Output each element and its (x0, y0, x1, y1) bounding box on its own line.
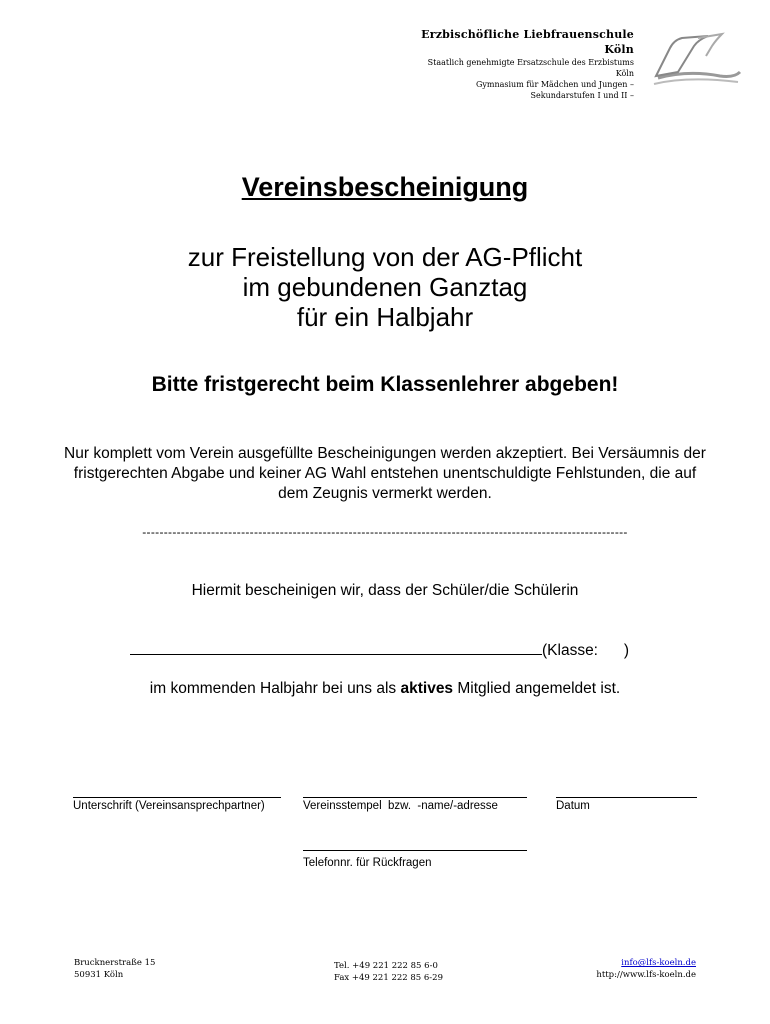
subtitle-line-1: zur Freistellung von der AG-Pflicht (187, 242, 583, 272)
date-line[interactable] (556, 797, 697, 798)
school-name: Erzbischöfliche Liebfrauenschule (421, 28, 634, 41)
footer-fax: Fax +49 221 222 85 6-29 (334, 973, 443, 983)
active-member-text (0, 680, 770, 698)
footer-phone (334, 960, 443, 984)
active-text-after: Mitglied angemeldet ist. (453, 680, 621, 697)
stamp-line[interactable] (303, 797, 527, 798)
footer-contact (596, 957, 696, 981)
footer-address (74, 957, 155, 981)
certify-text: Hiermit bescheinigen wir, dass der Schüler/die Schülerin (191, 582, 579, 599)
separator-line: ----------------------------------------------------------------------------------------------------------------- (142, 525, 628, 539)
date-label: Datum (556, 800, 590, 812)
school-desc-4: Sekundarstufen I und II – (530, 91, 634, 100)
stamp-label: Vereinsstempel bzw. -name/-adresse (303, 800, 498, 812)
subtitle-line-3: für ein Halbjahr (296, 302, 474, 332)
document-title: Vereinsbescheinigung (241, 172, 529, 202)
phone-line[interactable] (303, 850, 527, 851)
school-desc-2: Köln (615, 69, 634, 78)
deadline-notice: Bitte fristgerecht beim Klassenlehrer abgeben! (151, 373, 619, 396)
footer-email-link[interactable]: info@lfs-koeln.de (621, 958, 696, 968)
school-desc-1: Staatlich genehmigte Ersatzschule des Erzbistums (427, 58, 634, 67)
student-name-row (130, 640, 629, 660)
class-label: (Klasse: ) (542, 642, 629, 659)
student-name-field[interactable] (130, 640, 542, 655)
phone-label: Telefonnr. für Rückfragen (303, 857, 432, 869)
subtitle-line-2: im gebundenen Ganztag (242, 272, 528, 302)
active-text-bold: aktives (400, 680, 454, 697)
signature-line[interactable] (73, 797, 281, 798)
school-desc-3: Gymnasium für Mädchen und Jungen – (475, 80, 634, 89)
instructions-paragraph: Nur komplett vom Verein ausgefüllte Bescheinigungen werden akzeptiert. Bei Versäumnis der fristgerechten Abgabe und keiner AG Wahl entstehen unentschuldigte Fehlstunden, die auf dem Zeugnis vermerkt werden. (64, 445, 706, 502)
school-city: Köln (604, 43, 634, 56)
active-text-before: im kommenden Halbjahr bei uns als (149, 680, 401, 697)
footer-tel: Tel. +49 221 222 85 6-0 (334, 961, 438, 971)
signature-label: Unterschrift (Vereinsansprechpartner) (73, 800, 265, 812)
school-header (421, 27, 634, 101)
footer-street: Brucknerstraße 15 (74, 958, 156, 968)
footer-web: http://www.lfs-koeln.de (596, 970, 696, 980)
school-logo (648, 26, 744, 90)
footer-zip-city: 50931 Köln (74, 970, 124, 980)
subtitle (0, 242, 770, 332)
